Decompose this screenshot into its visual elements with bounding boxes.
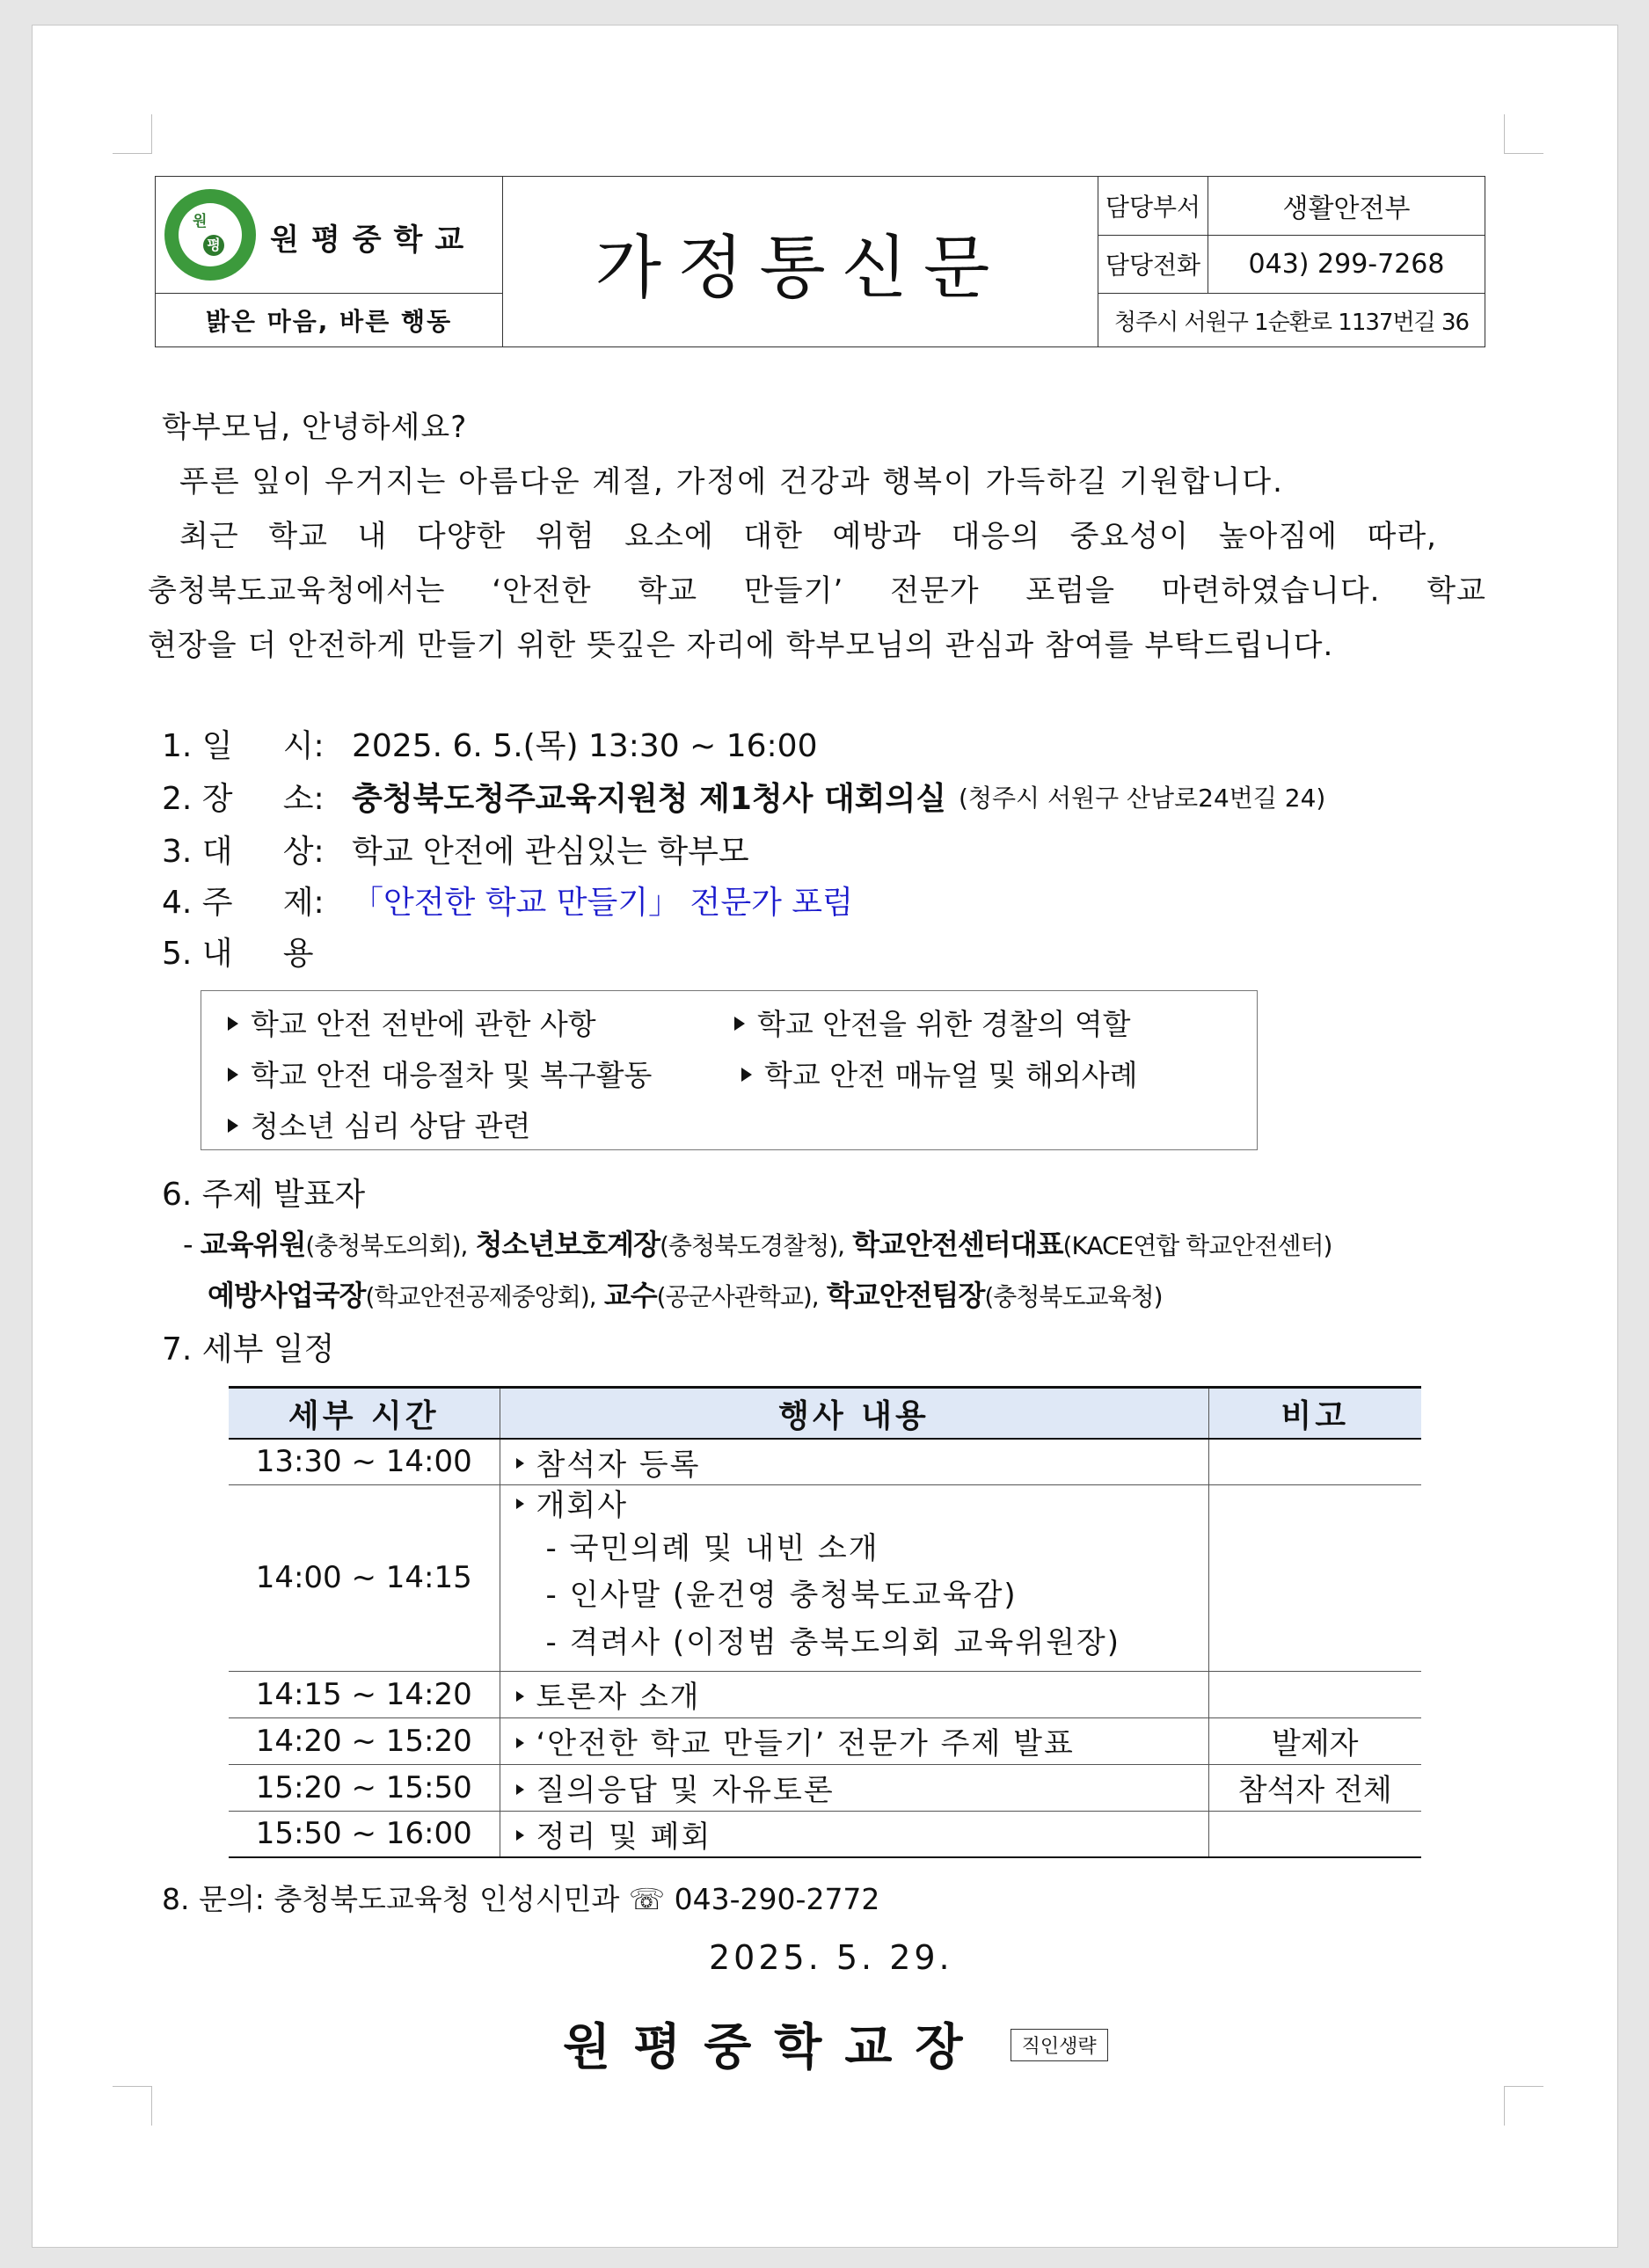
table-row: 15:50 ~ 16:00 정리 및 폐회: [229, 1811, 1421, 1857]
issue-date: 2025. 5. 29.: [709, 1938, 953, 1977]
content-item: 학교 안전 매뉴얼 및 해외사례: [741, 1053, 1138, 1094]
contact-line: 8. 문의: 충청북도교육청 인성시민과 ☏ 043-290-2772: [162, 1882, 880, 1916]
crop-mark: [1504, 114, 1543, 154]
schedule-heading: 7. 세부 일정: [162, 1331, 335, 1367]
bullet-triangle-icon: [516, 1691, 524, 1702]
greeting: 학부모님, 안녕하세요?: [162, 410, 468, 445]
dept-value: 생활안전부: [1208, 177, 1485, 236]
speakers-heading: 6. 주제 발표자: [162, 1177, 366, 1213]
bullet-triangle-icon: [741, 1068, 752, 1082]
item-place-label: 2. 장 소:: [162, 781, 325, 817]
col-header-event: 행사 내용: [500, 1388, 1208, 1440]
content-item: 학교 안전 전반에 관한 사항: [228, 1002, 596, 1043]
school-name: 원평중학교: [270, 222, 477, 258]
item-content-label: 5. 내 용: [162, 936, 314, 972]
school-logo-icon: 원 평: [164, 189, 256, 281]
bullet-triangle-icon: [228, 1119, 238, 1133]
intro-line-4: 현장을 더 안전하게 만들기 위한 뜻깊은 자리에 학부모님의 관심과 참여를 부탁드립니다.: [148, 628, 1334, 663]
intro-line-1: 푸른 잎이 우거지는 아름다운 계절, 가정에 건강과 행복이 가득하길 기원합니다.: [179, 464, 1284, 500]
phone-icon: ☏: [628, 1882, 666, 1916]
school-logo-block: [156, 177, 503, 294]
item-target-label: 3. 대 상:: [162, 834, 325, 870]
speakers-line-2: 예방사업국장(학교안전공제중앙회), 교수(공군사관학교), 학교안전팀장(충청북도교육청): [208, 1279, 1163, 1312]
dept-label: 담당부서: [1098, 177, 1208, 236]
bullet-triangle-icon: [228, 1017, 238, 1031]
crop-mark: [113, 114, 152, 154]
bullet-triangle-icon: [516, 1499, 524, 1509]
crop-mark: [113, 2086, 152, 2126]
crop-mark: [1504, 2086, 1543, 2126]
content-item: 학교 안전을 위한 경찰의 역할: [734, 1002, 1131, 1043]
letter-header: [155, 176, 1485, 347]
phone-value: 043) 299-7268: [1208, 235, 1485, 294]
school-address: 청주시 서원구 1순환로 1137번길 36: [1098, 294, 1485, 347]
phone-label: 담당전화: [1098, 235, 1208, 294]
content-box: [201, 990, 1258, 1150]
bullet-triangle-icon: [516, 1738, 524, 1748]
item-topic-label: 4. 주 제:: [162, 885, 325, 921]
bullet-triangle-icon: [516, 1830, 524, 1841]
item-target-value: 학교 안전에 관심있는 학부모: [352, 834, 749, 870]
table-row: 15:20 ~ 15:50 질의응답 및 자유토론 참석자 전체: [229, 1764, 1421, 1811]
col-header-note: 비고: [1208, 1388, 1421, 1440]
bullet-triangle-icon: [516, 1458, 524, 1469]
item-topic-value: 「안전한 학교 만들기」 전문가 포럼: [352, 885, 853, 921]
item-place-note: (청주시 서원구 산남로24번길 24): [959, 784, 1326, 813]
principal-signature: 원평중학교장 직인생략: [563, 2009, 1108, 2079]
seal-omitted-stamp: 직인생략: [1011, 2029, 1108, 2061]
bullet-triangle-icon: [516, 1784, 524, 1795]
item-date-label: 1. 일 시:: [162, 728, 325, 764]
content-item: 학교 안전 대응절차 및 복구활동: [228, 1053, 652, 1094]
table-row: 14:20 ~ 15:20 ‘안전한 학교 만들기’ 전문가 주제 발표 발제자: [229, 1717, 1421, 1764]
document-title: 가정통신문: [503, 177, 1098, 347]
table-row: 14:00 ~ 14:15 개회사 - 국민의례 및 내빈 소개 - 인사말 (윤건영 충청북도교육감) - 격려사 (이정범 충북도의회 교육위원장): [229, 1484, 1421, 1671]
content-item: 청소년 심리 상담 관련: [228, 1104, 530, 1145]
bullet-triangle-icon: [228, 1068, 238, 1082]
col-header-time: 세부 시간: [229, 1388, 500, 1440]
table-row: 14:15 ~ 14:20 토론자 소개: [229, 1671, 1421, 1717]
table-row: 13:30 ~ 14:00 참석자 등록: [229, 1439, 1421, 1484]
item-date-value: 2025. 6. 5.(목) 13:30 ~ 16:00: [352, 728, 818, 764]
intro-line-2: 최근 학교 내 다양한 위험 요소에 대한 예방과 대응의 중요성이 높아짐에 따라,: [179, 519, 1437, 554]
school-motto: 밝은 마음, 바른 행동: [156, 294, 503, 347]
intro-line-3: 충청북도교육청에서는 ‘안전한 학교 만들기’ 전문가 포럼을 마련하였습니다. 학교: [148, 573, 1486, 609]
bullet-triangle-icon: [734, 1017, 745, 1031]
schedule-table: [229, 1386, 1421, 1858]
item-place-value: 충청북도청주교육지원청 제1청사 대회의실: [352, 781, 947, 817]
speakers-line-1: - 교육위원(충청북도의회), 청소년보호계장(충청북도경찰청), 학교안전센터대표(KACE연합 학교안전센터): [183, 1228, 1332, 1261]
